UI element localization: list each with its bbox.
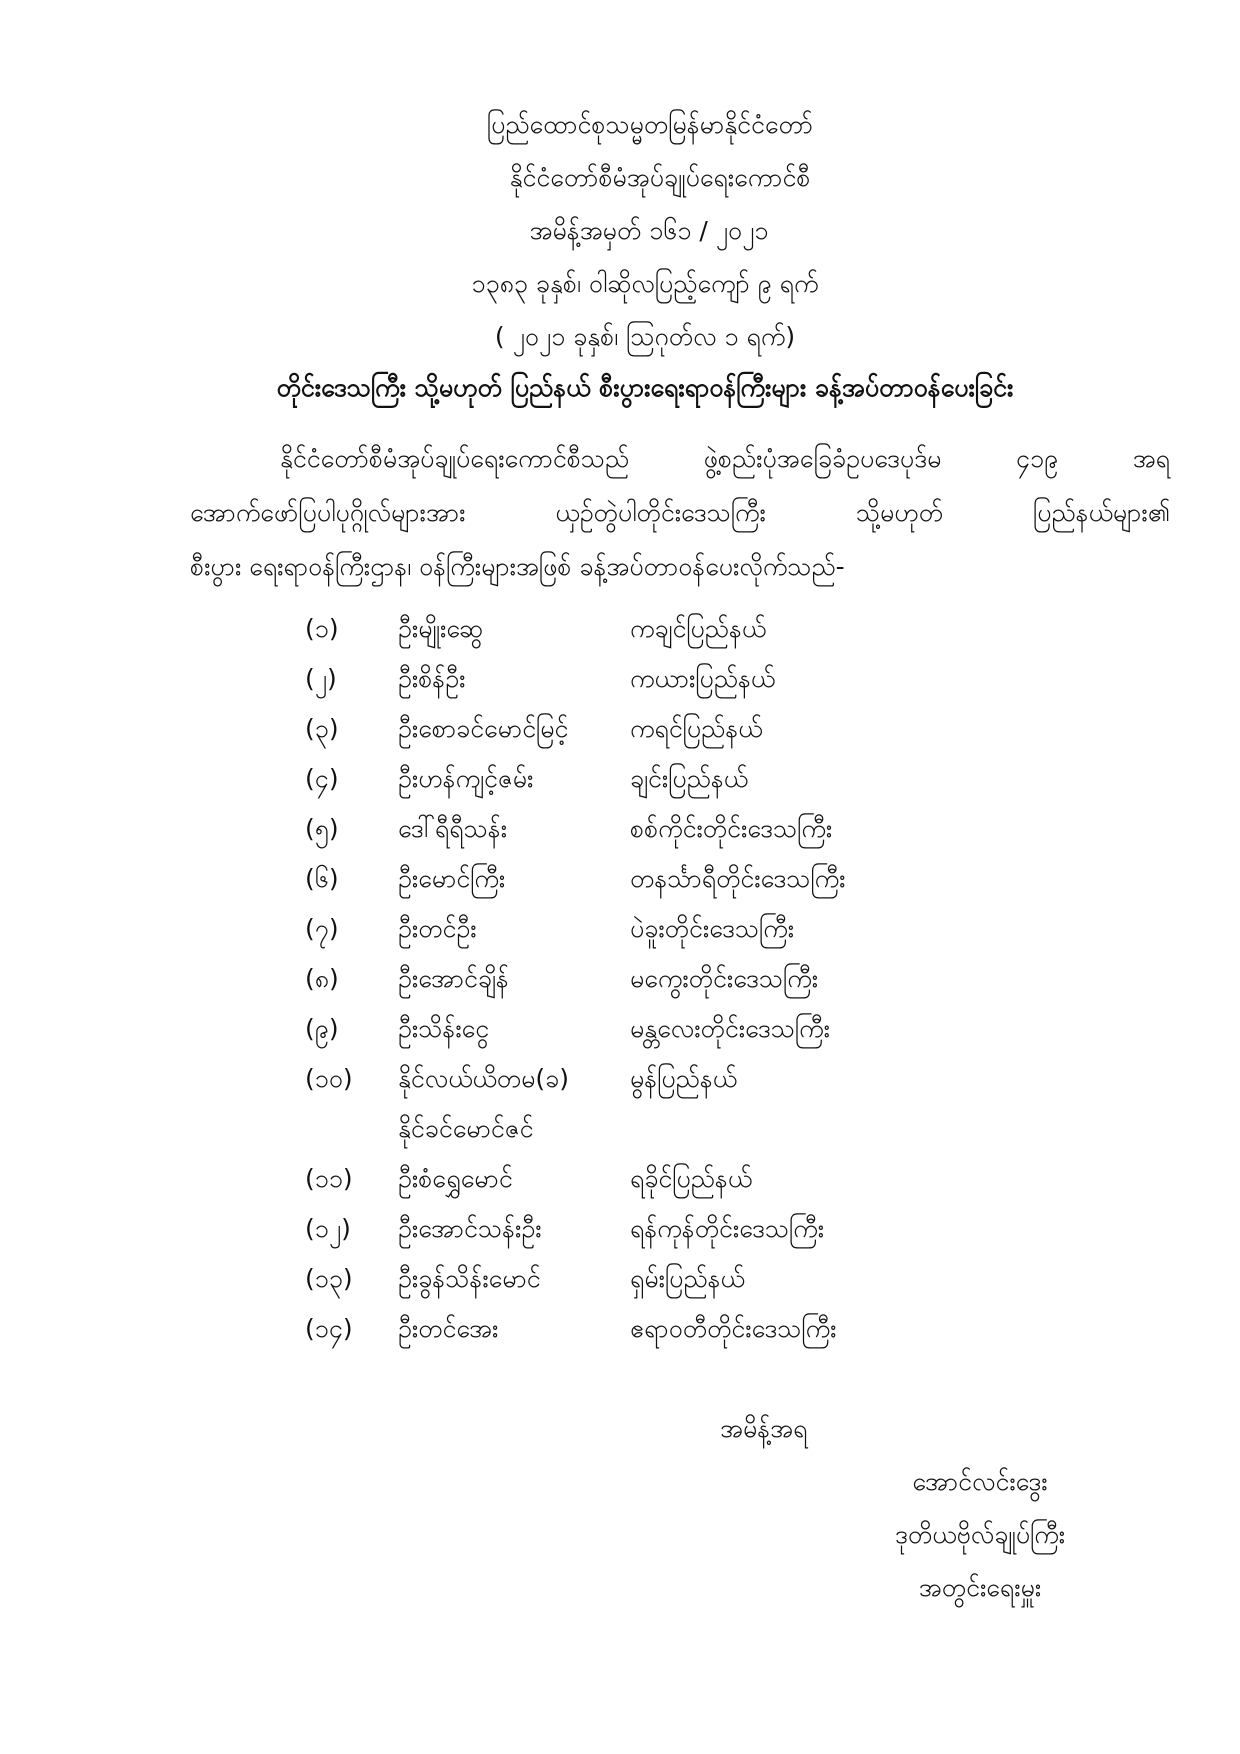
paragraph-line: စီးပွား ရေးရာဝန်ကြီးဌာန၊ ဝန်ကြီးများအဖြစ် ခန့်အပ်တာဝန်ပေးလိုက်သည်- [190, 552, 845, 581]
appointee-alias-line: နိုင်ခင်မောင်ဇင် [398, 1114, 534, 1143]
document-header [0, 98, 1240, 363]
appointment-region: ပဲခူးတိုင်းဒေသကြီး [630, 914, 795, 943]
appointee-name: ဦးစံရွှေမောင် [398, 1164, 513, 1193]
appointee-name: ဒေါ်ရီရီသန်း [398, 814, 508, 843]
body-paragraph [190, 432, 1170, 594]
signatory-position: အတွင်းရေးမှူး [918, 1573, 1042, 1602]
appointment-region: မန္တလေးတိုင်းဒေသကြီး [630, 1014, 830, 1043]
appointment-row [0, 854, 1240, 904]
appointment-region: ရှမ်းပြည်နယ် [630, 1264, 745, 1293]
appointee-name-line: နိုင်လယ်ယိတမ(ခ) [398, 1064, 569, 1093]
myanmar-date: ၁၃၈၃ ခုနှစ်၊ ဝါဆိုလပြည့်ကျော် ၉ ရက် [471, 269, 819, 298]
appointment-row [0, 704, 1240, 754]
appointment-row [0, 654, 1240, 704]
appointee-name: ဦးသိန်းငွေ [398, 1014, 490, 1043]
appointee-name: ဦးစိန်ဦး [398, 664, 466, 693]
country-name: ပြည်ထောင်စုသမ္မတမြန်မာနိုင်ငံတော် [486, 110, 814, 139]
appointment-region: ရန်ကုန်တိုင်းဒေသကြီး [630, 1214, 825, 1243]
appointment-number: (၅) [305, 814, 339, 843]
appointee-name: ဦးတင်အေး [398, 1314, 499, 1343]
appointment-number: (၇) [305, 914, 339, 943]
appointment-region: ရခိုင်ပြည်နယ် [630, 1164, 753, 1193]
appointment-row [0, 754, 1240, 804]
signatory-name: အောင်လင်းဒွေး [912, 1467, 1048, 1496]
signatory-rank: ဒုတိယဗိုလ်ချုပ်ကြီး [894, 1520, 1066, 1549]
appointee-name: ဦးတင်ဦး [398, 914, 477, 943]
appointment-number: (၄) [305, 764, 339, 793]
appointment-number: (၁၀) [305, 1064, 353, 1093]
appointee-name: ဦးခွန်သိန်းမောင် [398, 1264, 541, 1293]
appointment-number: (၂) [305, 664, 337, 693]
gregorian-date: ( ၂၀၂၁ ခုနှစ်၊ ဩဂုတ်လ ၁ ရက်) [494, 322, 796, 351]
appointee-name [398, 1054, 569, 1154]
appointee-name: ဦးမျိုးဆွေ [398, 614, 484, 643]
by-order-text: အမိန့်အရ [720, 1414, 808, 1443]
appointment-number: (၁၁) [305, 1164, 353, 1193]
appointment-number: (၁၄) [305, 1314, 353, 1343]
council-name: နိုင်ငံတော်စီမံအုပ်ချုပ်ရေးကောင်စီ [509, 163, 811, 192]
appointment-row [0, 1054, 1240, 1154]
appointment-row [0, 904, 1240, 954]
order-number: အမိန့်အမှတ် ၁၆၁ / ၂၀၂၁ [529, 216, 769, 245]
appointee-name: ဦးဟန်ကျင့်ဇမ်း [398, 764, 534, 793]
appointment-region: ကချင်ပြည်နယ် [630, 614, 767, 643]
appointment-region: ချင်းပြည်နယ် [630, 764, 749, 793]
appointment-number: (၁၂) [305, 1214, 351, 1243]
appointee-name: ဦးအောင်ချိန် [398, 964, 509, 993]
appointment-region: ကယားပြည်နယ် [630, 664, 776, 693]
appointee-name: ဦးစောခင်မောင်မြင့် [398, 714, 569, 743]
document-title: တိုင်းဒေသကြီး သို့မဟုတ် ပြည်နယ် စီးပွားရေးရာဝန်ကြီးများ ခန့်အပ်တာဝန်ပေးခြင်း [276, 373, 1014, 402]
appointee-name: ဦးအောင်သန်းဦး [398, 1214, 542, 1243]
appointment-list [0, 604, 1240, 1354]
appointment-row [0, 954, 1240, 1004]
appointment-row [0, 1154, 1240, 1204]
appointment-region: စစ်ကိုင်းတိုင်းဒေသကြီး [630, 814, 833, 843]
appointment-region: မွန်ပြည်နယ် [630, 1064, 738, 1093]
appointment-row [0, 604, 1240, 654]
appointment-row [0, 1304, 1240, 1354]
appointment-number: (၉) [305, 1014, 339, 1043]
signature-block [850, 1455, 1110, 1614]
appointment-region: တနင်္သာရီတိုင်းဒေသကြီး [630, 864, 846, 893]
appointment-region: မကွေးတိုင်းဒေသကြီး [630, 964, 819, 993]
appointment-row [0, 1254, 1240, 1304]
appointment-row [0, 804, 1240, 854]
appointment-region: ဧရာဝတီတိုင်းဒေသကြီး [630, 1314, 837, 1343]
paragraph-line: အောက်ဖော်ပြပါပုဂ္ဂိုလ်များအား ယှဉ်တွဲပါတိုင်းဒေသကြီး သို့မဟုတ် ပြည်နယ်များ၏ [190, 498, 1170, 527]
appointment-row [0, 1004, 1240, 1054]
appointment-region: ကရင်ပြည်နယ် [630, 714, 763, 743]
appointment-number: (၁) [305, 614, 339, 643]
appointment-number: (၆) [305, 864, 339, 893]
appointment-number: (၁၃) [305, 1264, 353, 1293]
appointment-row [0, 1204, 1240, 1254]
paragraph-line: နိုင်ငံတော်စီမံအုပ်ချုပ်ရေးကောင်စီသည် ဖွဲ့စည်းပုံအခြေခံဥပဒေပုဒ်မ ၄၁၉ အရ [280, 444, 1170, 473]
appointment-number: (၈) [305, 964, 339, 993]
appointment-number: (၃) [305, 714, 339, 743]
appointee-name: ဦးမောင်ကြီး [398, 864, 506, 893]
